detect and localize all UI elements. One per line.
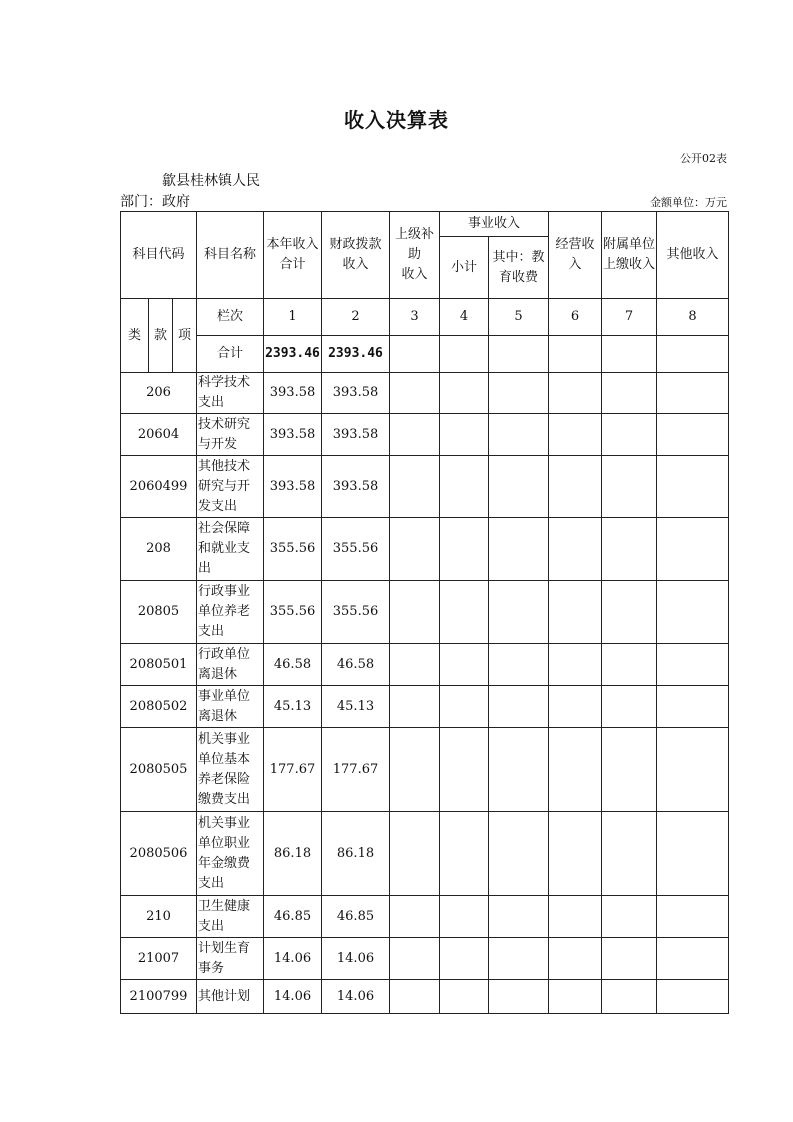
form-number: 公开02表 bbox=[680, 152, 727, 165]
empty-cell bbox=[440, 728, 489, 812]
empty-cell bbox=[440, 336, 489, 373]
subject-code: 2080506 bbox=[121, 812, 197, 896]
empty-cell bbox=[440, 812, 489, 896]
table-row bbox=[121, 896, 729, 938]
empty-cell bbox=[390, 644, 440, 686]
table-row bbox=[121, 938, 729, 980]
subject-code: 2060499 bbox=[121, 456, 197, 518]
empty-cell bbox=[657, 728, 729, 812]
empty-cell bbox=[489, 518, 549, 581]
empty-cell bbox=[489, 728, 549, 812]
table-row bbox=[121, 581, 729, 644]
empty-cell bbox=[440, 896, 489, 938]
empty-cell bbox=[489, 980, 549, 1014]
empty-cell bbox=[549, 812, 602, 896]
empty-cell bbox=[549, 896, 602, 938]
fiscal-allocation-value: 393.58 bbox=[322, 456, 390, 518]
subject-code: 20805 bbox=[121, 581, 197, 644]
empty-cell bbox=[657, 980, 729, 1014]
empty-cell bbox=[657, 644, 729, 686]
empty-cell bbox=[602, 728, 657, 812]
annual-income-value: 86.18 bbox=[264, 812, 322, 896]
table-row bbox=[121, 456, 729, 518]
table-row bbox=[121, 414, 729, 456]
empty-cell bbox=[602, 336, 657, 373]
empty-cell bbox=[549, 644, 602, 686]
category-xiang-header: 项 bbox=[173, 299, 197, 373]
department-label: 部门：政府 bbox=[120, 194, 190, 210]
empty-cell bbox=[489, 414, 549, 456]
subject-code: 2100799 bbox=[121, 980, 197, 1014]
operating-income-header: 经营收 入 bbox=[549, 212, 602, 299]
empty-cell bbox=[390, 581, 440, 644]
annual-income-value: 355.56 bbox=[264, 518, 322, 581]
annual-income-header: 本年收入 合计 bbox=[264, 212, 322, 299]
table-row bbox=[121, 518, 729, 581]
subject-name: 技术研究 与开发 bbox=[197, 414, 264, 456]
subject-code-header: 科目代码 bbox=[121, 212, 197, 299]
annual-income-value: 45.13 bbox=[264, 686, 322, 728]
fiscal-allocation-value: 46.85 bbox=[322, 896, 390, 938]
subject-name: 事业单位 离退休 bbox=[197, 686, 264, 728]
subject-name: 科学技术 支出 bbox=[197, 373, 264, 414]
affiliated-income-header: 附属单位 上缴收入 bbox=[602, 212, 657, 299]
empty-cell bbox=[549, 336, 602, 373]
empty-cell bbox=[440, 581, 489, 644]
empty-cell bbox=[602, 518, 657, 581]
column-number: 6 bbox=[549, 299, 602, 336]
empty-cell bbox=[657, 456, 729, 518]
empty-cell bbox=[602, 896, 657, 938]
empty-cell bbox=[602, 938, 657, 980]
amount-unit-label: 金额单位：万元 bbox=[650, 196, 727, 209]
empty-cell bbox=[390, 456, 440, 518]
income-table bbox=[120, 211, 729, 1014]
fiscal-allocation-value: 355.56 bbox=[322, 581, 390, 644]
column-number: 4 bbox=[440, 299, 489, 336]
empty-cell bbox=[489, 812, 549, 896]
empty-cell bbox=[489, 456, 549, 518]
empty-cell bbox=[390, 980, 440, 1014]
category-lei-header: 类 bbox=[121, 299, 149, 373]
empty-cell bbox=[549, 373, 602, 414]
empty-cell bbox=[390, 336, 440, 373]
fiscal-allocation-value: 45.13 bbox=[322, 686, 390, 728]
annual-income-value: 393.58 bbox=[264, 456, 322, 518]
business-income-header: 事业收入 bbox=[440, 212, 549, 237]
column-index-label: 栏次 bbox=[197, 299, 264, 336]
empty-cell bbox=[602, 644, 657, 686]
table-row bbox=[121, 644, 729, 686]
empty-cell bbox=[549, 938, 602, 980]
fiscal-allocation-value: 14.06 bbox=[322, 938, 390, 980]
empty-cell bbox=[657, 896, 729, 938]
empty-cell bbox=[549, 456, 602, 518]
empty-cell bbox=[549, 581, 602, 644]
empty-cell bbox=[549, 686, 602, 728]
fiscal-allocation-value: 393.58 bbox=[322, 414, 390, 456]
empty-cell bbox=[390, 373, 440, 414]
total-income-value: 2393.46 bbox=[264, 336, 322, 373]
fiscal-allocation-value: 86.18 bbox=[322, 812, 390, 896]
table-row bbox=[121, 812, 729, 896]
empty-cell bbox=[440, 686, 489, 728]
business-subtotal-header: 小计 bbox=[440, 237, 489, 299]
empty-cell bbox=[657, 414, 729, 456]
empty-cell bbox=[440, 644, 489, 686]
table-row bbox=[121, 728, 729, 812]
empty-cell bbox=[602, 414, 657, 456]
total-fiscal-value: 2393.46 bbox=[322, 336, 390, 373]
empty-cell bbox=[657, 518, 729, 581]
table-row bbox=[121, 373, 729, 414]
annual-income-value: 46.58 bbox=[264, 644, 322, 686]
empty-cell bbox=[440, 938, 489, 980]
subject-name: 机关事业 单位职业 年金缴费 支出 bbox=[197, 812, 264, 896]
subject-name-header: 科目名称 bbox=[197, 212, 264, 299]
empty-cell bbox=[657, 373, 729, 414]
education-fee-header: 其中：教 育收费 bbox=[489, 237, 549, 299]
empty-cell bbox=[390, 896, 440, 938]
superior-subsidy-header: 上级补助 收入 bbox=[390, 212, 440, 299]
fiscal-allocation-value: 393.58 bbox=[322, 373, 390, 414]
annual-income-value: 14.06 bbox=[264, 980, 322, 1014]
subject-name: 社会保障 和就业支 出 bbox=[197, 518, 264, 581]
organization-name: 歙县桂林镇人民 bbox=[162, 173, 260, 189]
empty-cell bbox=[440, 980, 489, 1014]
subject-code: 2080502 bbox=[121, 686, 197, 728]
empty-cell bbox=[440, 456, 489, 518]
empty-cell bbox=[549, 518, 602, 581]
empty-cell bbox=[549, 728, 602, 812]
empty-cell bbox=[390, 518, 440, 581]
empty-cell bbox=[440, 373, 489, 414]
empty-cell bbox=[657, 686, 729, 728]
table-row bbox=[121, 686, 729, 728]
table-row bbox=[121, 980, 729, 1014]
empty-cell bbox=[602, 373, 657, 414]
subject-code: 208 bbox=[121, 518, 197, 581]
empty-cell bbox=[657, 336, 729, 373]
annual-income-value: 14.06 bbox=[264, 938, 322, 980]
category-kuan-header: 款 bbox=[149, 299, 173, 373]
subject-code: 206 bbox=[121, 373, 197, 414]
empty-cell bbox=[489, 644, 549, 686]
empty-cell bbox=[602, 456, 657, 518]
subject-name: 卫生健康 支出 bbox=[197, 896, 264, 938]
column-number: 7 bbox=[602, 299, 657, 336]
empty-cell bbox=[657, 938, 729, 980]
subject-code: 20604 bbox=[121, 414, 197, 456]
fiscal-allocation-header: 财政拨款 收入 bbox=[322, 212, 390, 299]
column-number: 3 bbox=[390, 299, 440, 336]
empty-cell bbox=[602, 980, 657, 1014]
annual-income-value: 355.56 bbox=[264, 581, 322, 644]
subject-code: 2080501 bbox=[121, 644, 197, 686]
column-number: 5 bbox=[489, 299, 549, 336]
other-income-header: 其他收入 bbox=[657, 212, 729, 299]
subject-code: 2080505 bbox=[121, 728, 197, 812]
column-number: 8 bbox=[657, 299, 729, 336]
annual-income-value: 393.58 bbox=[264, 414, 322, 456]
empty-cell bbox=[489, 938, 549, 980]
empty-cell bbox=[489, 581, 549, 644]
empty-cell bbox=[489, 896, 549, 938]
annual-income-value: 177.67 bbox=[264, 728, 322, 812]
empty-cell bbox=[390, 728, 440, 812]
subject-name: 计划生育 事务 bbox=[197, 938, 264, 980]
total-label: 合计 bbox=[197, 336, 264, 373]
empty-cell bbox=[440, 414, 489, 456]
annual-income-value: 46.85 bbox=[264, 896, 322, 938]
fiscal-allocation-value: 14.06 bbox=[322, 980, 390, 1014]
empty-cell bbox=[390, 414, 440, 456]
empty-cell bbox=[489, 373, 549, 414]
empty-cell bbox=[549, 414, 602, 456]
subject-name: 机关事业 单位基本 养老保险 缴费支出 bbox=[197, 728, 264, 812]
empty-cell bbox=[489, 336, 549, 373]
subject-code: 210 bbox=[121, 896, 197, 938]
subject-code: 21007 bbox=[121, 938, 197, 980]
annual-income-value: 393.58 bbox=[264, 373, 322, 414]
empty-cell bbox=[602, 686, 657, 728]
empty-cell bbox=[440, 518, 489, 581]
fiscal-allocation-value: 177.67 bbox=[322, 728, 390, 812]
empty-cell bbox=[489, 686, 549, 728]
fiscal-allocation-value: 46.58 bbox=[322, 644, 390, 686]
empty-cell bbox=[602, 581, 657, 644]
subject-name: 行政事业 单位养老 支出 bbox=[197, 581, 264, 644]
subject-name: 行政单位 离退休 bbox=[197, 644, 264, 686]
subject-name: 其他技术 研究与开 发支出 bbox=[197, 456, 264, 518]
column-number: 2 bbox=[322, 299, 390, 336]
subject-name: 其他计划 bbox=[197, 980, 264, 1014]
empty-cell bbox=[390, 686, 440, 728]
empty-cell bbox=[390, 938, 440, 980]
column-number: 1 bbox=[264, 299, 322, 336]
empty-cell bbox=[390, 812, 440, 896]
empty-cell bbox=[657, 812, 729, 896]
empty-cell bbox=[657, 581, 729, 644]
empty-cell bbox=[549, 980, 602, 1014]
empty-cell bbox=[602, 812, 657, 896]
fiscal-allocation-value: 355.56 bbox=[322, 518, 390, 581]
page-title: 收入决算表 bbox=[344, 108, 449, 132]
